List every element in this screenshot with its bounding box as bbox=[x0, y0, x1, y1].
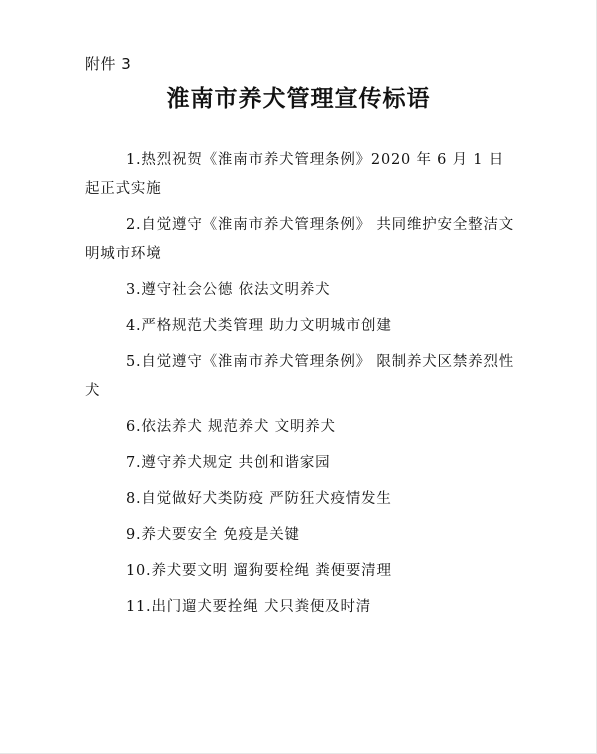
slogan-item-6: 6.依法养犬 规范养犬 文明养犬 bbox=[126, 419, 336, 435]
slogan-item-4: 4.严格规范犬类管理 助力文明城市创建 bbox=[126, 318, 392, 334]
slogan-item-3: 3.遵守社会公德 依法文明养犬 bbox=[126, 282, 331, 298]
slogan-item-10: 10.养犬要文明 遛狗要栓绳 粪便要清理 bbox=[126, 563, 392, 579]
slogan-item-8: 8.自觉做好犬类防疫 严防狂犬疫情发生 bbox=[126, 491, 392, 507]
slogan-item-2: 2.自觉遵守《淮南市养犬管理条例》 共同维护安全整洁文明城市环境 bbox=[85, 217, 515, 262]
document-title: 淮南市养犬管理宣传标语 bbox=[166, 85, 431, 112]
attachment-label: 附件 3 bbox=[85, 55, 132, 73]
slogan-item-5: 5.自觉遵守《淮南市养犬管理条例》 限制养犬区禁养烈性犬 bbox=[85, 354, 515, 399]
slogan-item-7: 7.遵守养犬规定 共创和谐家园 bbox=[126, 455, 331, 471]
slogan-list bbox=[85, 146, 515, 622]
slogan-item-11: 11.出门遛犬要拴绳 犬只粪便及时清 bbox=[126, 599, 372, 615]
slogan-item-1: 1.热烈祝贺《淮南市养犬管理条例》2020 年 6 月 1 日起正式实施 bbox=[85, 152, 505, 197]
slogan-item-9: 9.养犬要安全 免疫是关键 bbox=[126, 527, 300, 543]
